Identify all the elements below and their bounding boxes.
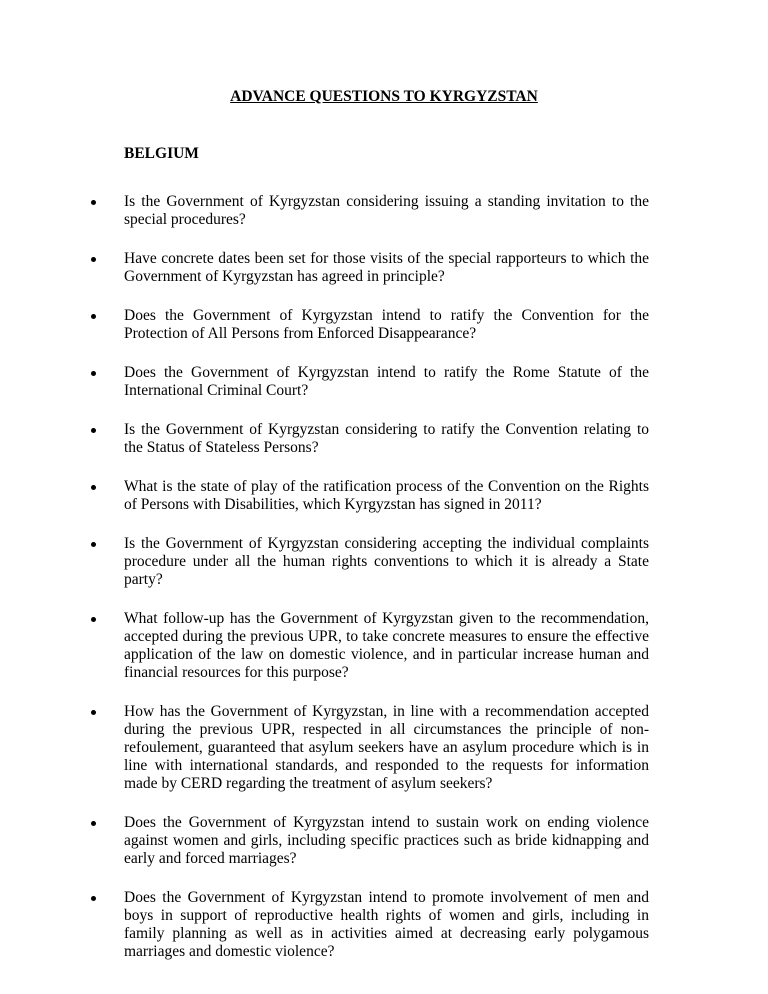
list-item [0, 889, 768, 961]
question-text: Does the Government of Kyrgyzstan intend to ratify the Rome Statute of the International Criminal Court? [124, 364, 649, 399]
document-title: ADVANCE QUESTIONS TO KYRGYZSTAN [230, 88, 538, 105]
bullet-icon [91, 364, 101, 376]
question-text: Is the Government of Kyrgyzstan considering to ratify the Convention relating to the Status of Stateless Persons? [124, 421, 649, 456]
list-item [0, 193, 768, 229]
question-text: Does the Government of Kyrgyzstan intend to sustain work on ending violence against women and girls, including specific practices such as bride kidnapping and early and forced marriages? [124, 814, 649, 867]
question-text: What is the state of play of the ratification process of the Convention on the Rights of Persons with Disabilities, which Kyrgyzstan has signed in 2011? [124, 478, 649, 513]
question-text: Does the Government of Kyrgyzstan intend to promote involvement of men and boys in support of reproductive health rights of women and girls, including in family planning as well as in activities aimed at decreasing early polygamous marriages and domestic violence? [124, 889, 649, 960]
bullet-icon [91, 478, 101, 490]
bullet-icon [91, 703, 101, 715]
question-text: What follow-up has the Government of Kyrgyzstan given to the recommendation, accepted during the previous UPR, to take concrete measures to ensure the effective application of the law on domestic violence, and in particular increase human and financial resources for this purpose? [124, 610, 649, 681]
bullet-icon [91, 889, 101, 901]
list-item [0, 250, 768, 286]
question-list [0, 193, 768, 982]
list-item [0, 535, 768, 589]
question-text: Does the Government of Kyrgyzstan intend to ratify the Convention for the Protection of All Persons from Enforced Disappearance? [124, 307, 649, 342]
bullet-icon [91, 307, 101, 319]
bullet-icon [91, 610, 101, 622]
question-text: Is the Government of Kyrgyzstan considering issuing a standing invitation to the special procedures? [124, 193, 649, 228]
bullet-icon [91, 814, 101, 826]
question-text: Have concrete dates been set for those visits of the special rapporteurs to which the Government of Kyrgyzstan has agreed in principle? [124, 250, 649, 285]
question-text: How has the Government of Kyrgyzstan, in line with a recommendation accepted during the previous UPR, respected in all circumstances the principle of non-refoulement, guaranteed that asylum seekers have an asylum procedure which is in line with international standards, and responded to the requests for information made by CERD regarding the treatment of asylum seekers? [124, 703, 649, 792]
list-item [0, 610, 768, 682]
bullet-icon [91, 421, 101, 433]
bullet-icon [91, 193, 101, 205]
bullet-icon [91, 250, 101, 262]
list-item [0, 814, 768, 868]
bullet-icon [91, 535, 101, 547]
question-text: Is the Government of Kyrgyzstan considering accepting the individual complaints procedure under all the human rights conventions to which it is already a State party? [124, 535, 649, 588]
list-item [0, 307, 768, 343]
list-item [0, 421, 768, 457]
list-item [0, 703, 768, 793]
list-item [0, 364, 768, 400]
list-item [0, 478, 768, 514]
section-heading: BELGIUM [124, 145, 199, 162]
